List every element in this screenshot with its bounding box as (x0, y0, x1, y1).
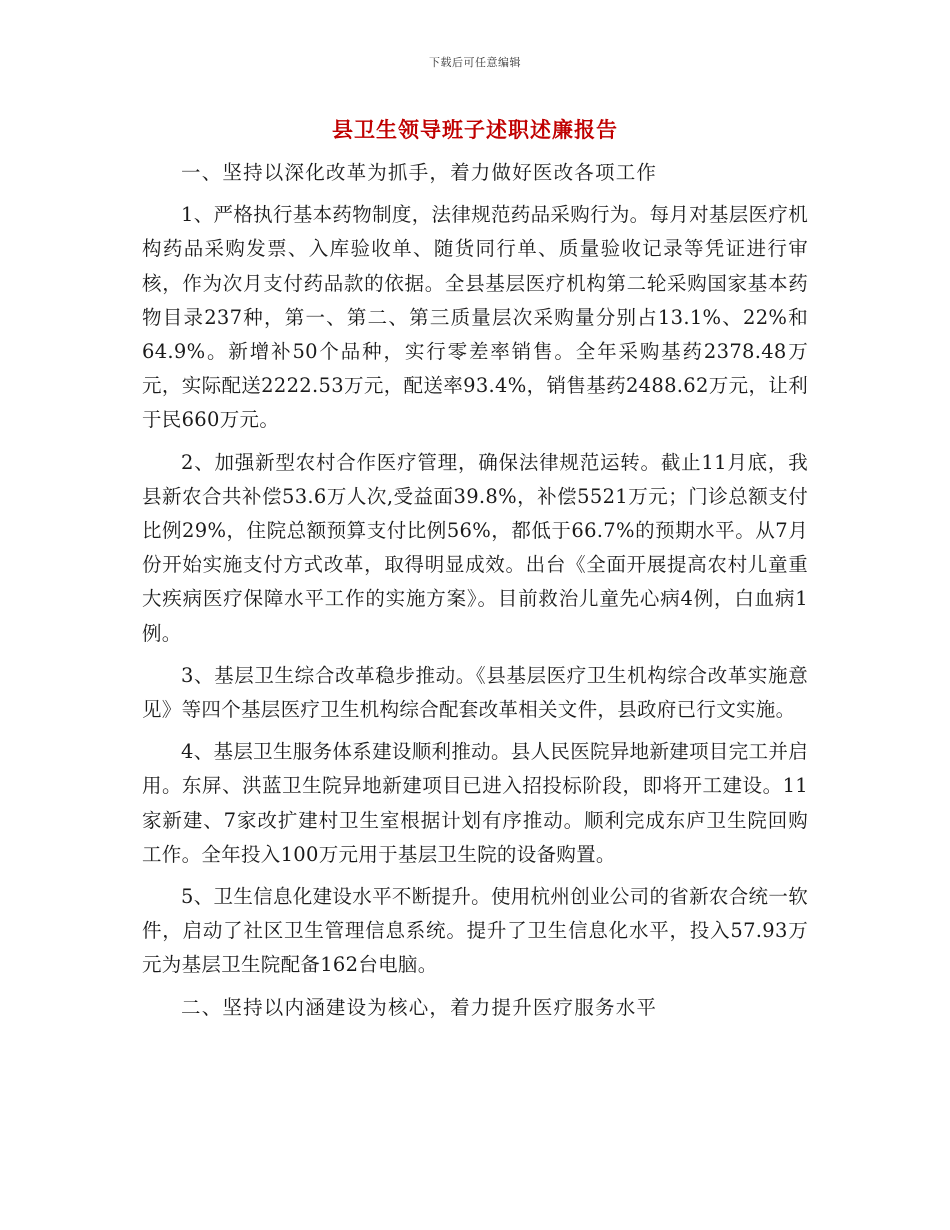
paragraph-item-5: 5、卫生信息化建设水平不断提升。使用杭州创业公司的省新农合统一软件，启动了社区卫生管理信息系统。提升了卫生信息化水平，投入57.93万元为基层卫生院配备162台电脑。 (142, 885, 808, 977)
document-body (142, 156, 808, 1025)
section-heading-1: 一、坚持以深化改革为抓手，着力做好医改各项工作 (181, 161, 658, 184)
paragraph-item-4: 4、基层卫生服务体系建设顺利推动。县人民医院异地新建项目完工并启用。东屏、洪蓝卫生院异地新建项目已进入招投标阶段，即将开工建设。11家新建、7家改扩建村卫生室根据计划有序推动。顺利完成东庐卫生院回购工作。全年投入100万元用于基层卫生院的设备购置。 (142, 740, 808, 866)
paragraph-item-3: 3、基层卫生综合改革稳步推动。《县基层医疗卫生机构综合改革实施意见》等四个基层医疗卫生机构综合配套改革相关文件，县政府已行文实施。 (142, 663, 808, 722)
document-title: 县卫生领导班子述职述廉报告 (332, 117, 618, 142)
section-heading-2: 二、坚持以内涵建设为核心，着力提升医疗服务水平 (181, 995, 658, 1019)
paragraph-item-2: 2、加强新型农村合作医疗管理，确保法律规范运转。截止11月底，我县新农合共补偿53.6万人次,受益面39.8%，补偿5521万元；门诊总额支付比例29%，住院总额预算支付比例56%，都低于66.7%的预期水平。从7月份开始实施支付方式改革，取得明显成效。出台《全面开展提高农村儿童重大疾病医疗保障水平工作的实施方案》。目前救治儿童先心病4例，白血病1例。 (142, 450, 808, 645)
header-note: 下载后可任意编辑 (429, 56, 521, 69)
paragraph-item-1: 1、严格执行基本药物制度，法律规范药品采购行为。每月对基层医疗机构药品采购发票、入库验收单、随货同行单、质量验收记录等凭证进行审核，作为次月支付药品款的依据。全县基层医疗机构第二轮采购国家基本药物目录237种，第一、第二、第三质量层次采购量分别占13.1%、22%和64.9%。新增补50个品种，实行零差率销售。全年采购基药2378.48万元，实际配送2222.53万元，配送率93.4%，销售基药2488.62万元，让利于民660万元。 (142, 203, 808, 432)
